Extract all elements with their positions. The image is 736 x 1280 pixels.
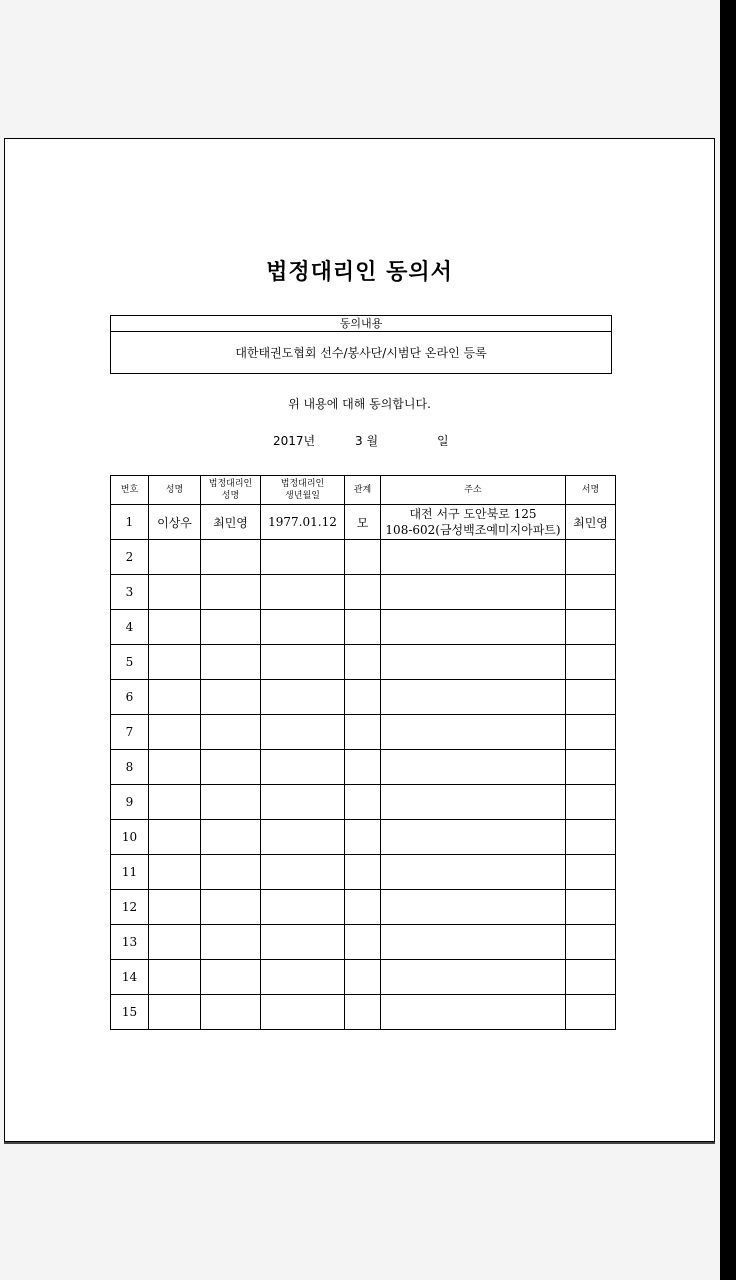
cell-name	[149, 680, 201, 715]
cell-address	[381, 680, 566, 715]
header-name: 성명	[149, 476, 201, 505]
cell-signature	[566, 785, 616, 820]
cell-relation	[345, 750, 381, 785]
cell-relation	[345, 575, 381, 610]
cell-address	[381, 610, 566, 645]
cell-signature	[566, 855, 616, 890]
cell-guardian-name	[201, 995, 261, 1030]
cell-name	[149, 610, 201, 645]
cell-signature	[566, 890, 616, 925]
cell-name	[149, 995, 201, 1030]
cell-signature	[566, 610, 616, 645]
cell-no: 11	[111, 855, 149, 890]
cell-signature	[566, 575, 616, 610]
guardian-table	[110, 475, 616, 1030]
cell-no: 10	[111, 820, 149, 855]
cell-guardian-name	[201, 855, 261, 890]
agreement-statement: 위 내용에 대해 동의합니다.	[288, 397, 431, 411]
header-guardian-birth-line2: 생년월일	[285, 491, 320, 501]
cell-guardian-birth	[261, 820, 345, 855]
cell-guardian-birth: 1977.01.12	[261, 505, 345, 540]
table-row	[111, 715, 616, 750]
cell-name	[149, 785, 201, 820]
date-year: 2017년	[273, 434, 316, 448]
header-address: 주소	[381, 476, 566, 505]
cell-relation	[345, 855, 381, 890]
cell-relation	[345, 715, 381, 750]
header-relation: 관계	[345, 476, 381, 505]
document-title: 법정대리인 동의서	[266, 260, 453, 285]
cell-guardian-birth	[261, 960, 345, 995]
cell-signature	[566, 925, 616, 960]
cell-guardian-birth	[261, 575, 345, 610]
cell-guardian-name	[201, 820, 261, 855]
cell-guardian-name	[201, 610, 261, 645]
header-no: 번호	[111, 476, 149, 505]
table-row	[111, 750, 616, 785]
cell-name	[149, 890, 201, 925]
consent-box	[110, 315, 612, 374]
cell-address	[381, 890, 566, 925]
cell-guardian-name	[201, 680, 261, 715]
table-row	[111, 645, 616, 680]
cell-signature	[566, 995, 616, 1030]
cell-relation	[345, 785, 381, 820]
cell-guardian-birth	[261, 750, 345, 785]
cell-name	[149, 575, 201, 610]
header-guardian-name-line1: 법정대리인	[208, 479, 253, 489]
cell-relation	[345, 925, 381, 960]
table-row	[111, 855, 616, 890]
cell-signature	[566, 680, 616, 715]
cell-guardian-birth	[261, 995, 345, 1030]
header-guardian-birth-line1: 법정대리인	[280, 479, 325, 489]
table-row	[111, 610, 616, 645]
cell-name	[149, 855, 201, 890]
cell-address	[381, 575, 566, 610]
cell-name	[149, 645, 201, 680]
cell-no: 9	[111, 785, 149, 820]
cell-guardian-name	[201, 575, 261, 610]
table-row	[111, 995, 616, 1030]
cell-guardian-birth	[261, 855, 345, 890]
cell-no: 7	[111, 715, 149, 750]
consent-header: 동의내용	[111, 316, 611, 332]
cell-signature	[566, 820, 616, 855]
cell-signature: 최민영	[566, 505, 616, 540]
cell-signature	[566, 540, 616, 575]
viewer-right-edge	[720, 0, 736, 1280]
table-row	[111, 680, 616, 715]
date-month: 3 월	[355, 434, 379, 448]
cell-relation	[345, 820, 381, 855]
cell-name	[149, 715, 201, 750]
cell-relation	[345, 960, 381, 995]
cell-guardian-name	[201, 540, 261, 575]
table-header-row	[111, 476, 616, 505]
cell-no: 8	[111, 750, 149, 785]
cell-guardian-name	[201, 960, 261, 995]
table-row	[111, 820, 616, 855]
cell-relation	[345, 610, 381, 645]
cell-name	[149, 960, 201, 995]
date-day: 일	[437, 434, 449, 448]
cell-guardian-name: 최민영	[201, 505, 261, 540]
header-guardian-name-line2: 성명	[221, 491, 240, 501]
cell-no: 3	[111, 575, 149, 610]
address-line2: 108-602(금성백조예미지아파트)	[385, 523, 561, 537]
header-guardian-name	[201, 476, 261, 505]
cell-guardian-name	[201, 785, 261, 820]
cell-address	[381, 925, 566, 960]
cell-address	[381, 785, 566, 820]
address-line1: 대전 서구 도안북로 125	[409, 507, 537, 521]
cell-guardian-birth	[261, 785, 345, 820]
cell-relation	[345, 680, 381, 715]
cell-name: 이상우	[149, 505, 201, 540]
cell-no: 1	[111, 505, 149, 540]
cell-signature	[566, 960, 616, 995]
cell-guardian-birth	[261, 680, 345, 715]
header-signature: 서명	[566, 476, 616, 505]
document-page	[4, 138, 715, 1142]
cell-relation	[345, 890, 381, 925]
cell-guardian-birth	[261, 715, 345, 750]
table-row	[111, 890, 616, 925]
cell-no: 12	[111, 890, 149, 925]
cell-no: 5	[111, 645, 149, 680]
cell-address	[381, 995, 566, 1030]
table-row	[111, 960, 616, 995]
cell-name	[149, 540, 201, 575]
cell-guardian-name	[201, 925, 261, 960]
table-row	[111, 540, 616, 575]
cell-no: 4	[111, 610, 149, 645]
cell-address	[381, 715, 566, 750]
cell-address	[381, 960, 566, 995]
cell-guardian-birth	[261, 890, 345, 925]
cell-guardian-name	[201, 645, 261, 680]
cell-name	[149, 750, 201, 785]
cell-relation	[345, 645, 381, 680]
cell-relation	[345, 995, 381, 1030]
table-row	[111, 925, 616, 960]
cell-guardian-birth	[261, 610, 345, 645]
cell-address	[381, 855, 566, 890]
table-row	[111, 575, 616, 610]
cell-no: 6	[111, 680, 149, 715]
table-row	[111, 505, 616, 540]
cell-address	[381, 645, 566, 680]
cell-signature	[566, 750, 616, 785]
cell-relation: 모	[345, 505, 381, 540]
table-row	[111, 785, 616, 820]
cell-no: 15	[111, 995, 149, 1030]
cell-name	[149, 820, 201, 855]
cell-guardian-name	[201, 715, 261, 750]
cell-address	[381, 750, 566, 785]
cell-signature	[566, 715, 616, 750]
table-body	[111, 505, 616, 1030]
cell-guardian-birth	[261, 645, 345, 680]
consent-text: 대한태권도협회 선수/봉사단/시범단 온라인 등록	[235, 346, 487, 360]
header-guardian-birth	[261, 476, 345, 505]
cell-guardian-birth	[261, 540, 345, 575]
cell-no: 2	[111, 540, 149, 575]
cell-address	[381, 505, 566, 540]
cell-address	[381, 540, 566, 575]
cell-no: 14	[111, 960, 149, 995]
cell-guardian-birth	[261, 925, 345, 960]
cell-no: 13	[111, 925, 149, 960]
cell-relation	[345, 540, 381, 575]
cell-signature	[566, 645, 616, 680]
cell-name	[149, 925, 201, 960]
cell-guardian-name	[201, 890, 261, 925]
cell-address	[381, 820, 566, 855]
cell-guardian-name	[201, 750, 261, 785]
